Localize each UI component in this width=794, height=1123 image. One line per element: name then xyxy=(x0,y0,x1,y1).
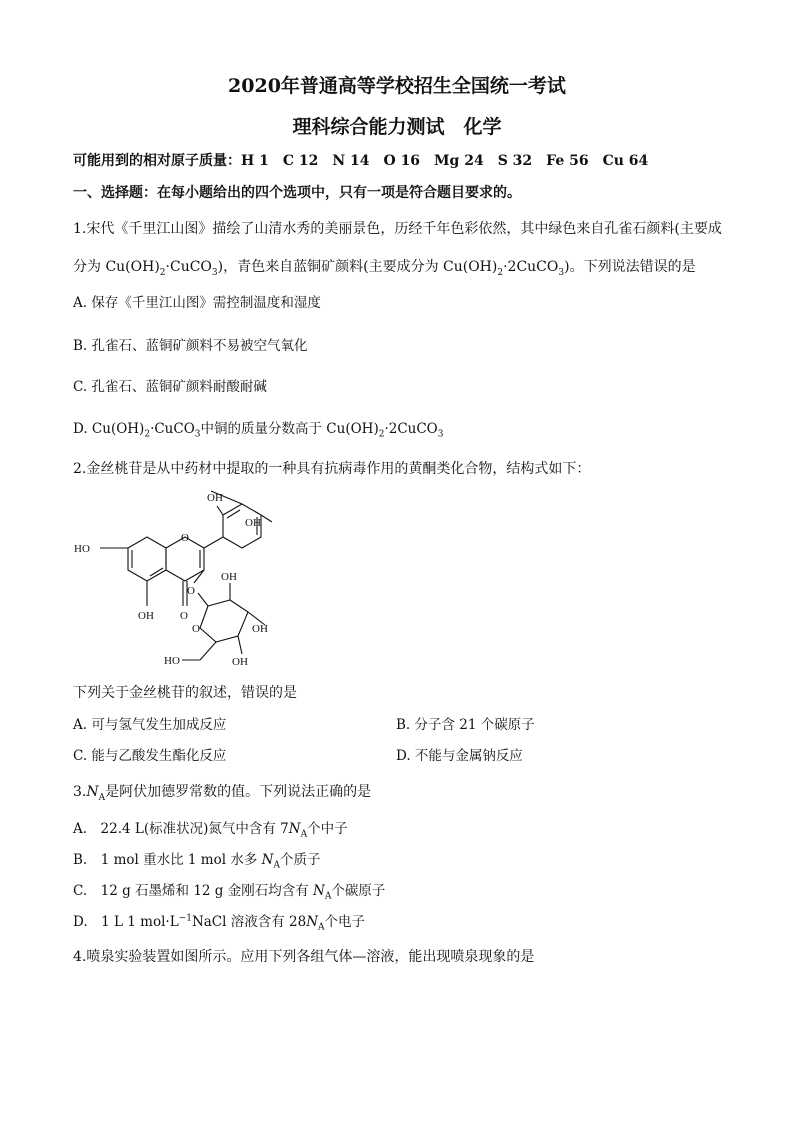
subscript: 2 xyxy=(159,267,166,278)
constant-symbol: N xyxy=(288,821,301,837)
q2-question: 下列关于金丝桃苷的叙述，错误的是 xyxy=(73,685,297,701)
q2-option-a: A. 可与氢气发生加成反应 xyxy=(73,717,227,733)
section-heading: 一、选择题：在每小题给出的四个选项中，只有一项是符合题目要求的。 xyxy=(73,185,521,201)
subscript: A xyxy=(273,860,280,871)
text-run: 是阿伏加德罗常数的值。下列说法正确的是 xyxy=(105,784,372,800)
text-run: ·CuCO xyxy=(165,259,212,275)
q4-stem: 4.喷泉实验装置如图所示。应用下列各组气体—溶液，能出现喷泉现象的是 xyxy=(73,949,535,965)
q1-option-c: C. 孔雀石、蓝铜矿颜料耐酸耐碱 xyxy=(73,379,267,395)
text-run: 3. xyxy=(73,784,87,800)
label-oh-sugar-right: OH xyxy=(252,623,268,635)
q1-option-d xyxy=(73,417,444,440)
subscript: 2 xyxy=(144,429,151,440)
q2-option-c: C. 能与乙酸发生酯化反应 xyxy=(73,748,227,764)
bond xyxy=(217,506,223,515)
text-run: 个电子 xyxy=(324,914,366,930)
q3-option-d xyxy=(73,910,366,933)
bond xyxy=(200,642,216,660)
text-run: C. 12 g 石墨烯和 12 g 金刚石均含有 xyxy=(73,883,314,899)
bond xyxy=(238,636,242,654)
label-oh-sugar-bottom: OH xyxy=(232,656,248,668)
text-run: )，青色来自蓝铜矿颜料(主要成分为 Cu(OH) xyxy=(217,259,498,275)
subscript: 2 xyxy=(497,267,504,278)
q1-option-b: B. 孔雀石、蓝铜矿颜料不易被空气氧化 xyxy=(73,338,308,354)
bond xyxy=(198,593,208,606)
label-oh-c5: OH xyxy=(138,610,154,622)
subscript: A xyxy=(98,792,106,803)
text-run: 个中子 xyxy=(307,821,348,837)
double-bond xyxy=(150,568,163,576)
subscript: A xyxy=(318,922,325,933)
subscript: A xyxy=(300,829,308,840)
label-oh-4prime: OH xyxy=(245,517,261,529)
text-run: ·2CuCO xyxy=(503,259,559,275)
subscript: A xyxy=(324,891,332,902)
text-run: D. 1 L 1 mol·L xyxy=(73,914,179,930)
text-run: B. 1 mol 重水比 1 mol 水多 xyxy=(73,852,262,868)
text-run: )。下列说法错误的是 xyxy=(564,259,696,275)
bond xyxy=(261,515,272,522)
ring-a xyxy=(128,537,166,581)
text-run: NaCl 溶液含有 28 xyxy=(191,914,307,930)
text-run: 个碳原子 xyxy=(331,883,386,899)
exam-title: 2020年普通高等学校招生全国统一考试 xyxy=(228,75,566,97)
text-run: ·2CuCO xyxy=(384,421,438,437)
label-oh-3prime: OH xyxy=(207,492,223,504)
bond xyxy=(204,537,223,548)
atomic-masses: 可能用到的相对原子质量：H 1 C 12 N 14 O 16 Mg 24 S 32 Fe 56 Cu 64 xyxy=(73,153,649,169)
q2-option-b: B. 分子含 21 个碳原子 xyxy=(396,717,535,733)
subscript: 3 xyxy=(194,429,201,440)
q3-option-b xyxy=(73,848,321,871)
text-run: A. 22.4 L(标准状况)氮气中含有 7 xyxy=(73,821,289,837)
subscript: 2 xyxy=(378,429,385,440)
constant-symbol: N xyxy=(86,784,99,800)
constant-symbol: N xyxy=(306,914,319,930)
q3-option-a xyxy=(73,817,348,840)
label-glycosidic-o: O xyxy=(187,585,195,597)
q3-option-c xyxy=(73,879,386,902)
sugar-ring xyxy=(200,600,248,642)
label-oh-sugar-top: OH xyxy=(221,571,237,583)
constant-symbol: N xyxy=(313,883,325,899)
q1-stem-line1: 1.宋代《千里江山图》描绘了山清水秀的美丽景色，历经千年色彩依然，其中绿色来自孔雀石颜料(主要成 xyxy=(73,221,722,237)
q2-stem: 2.金丝桃苷是从中药材中提取的一种具有抗病毒作用的黄酮类化合物，结构式如下： xyxy=(73,461,591,477)
hyperoside-structure-diagram xyxy=(70,488,300,673)
subscript: 3 xyxy=(437,429,444,440)
text-run: 个质子 xyxy=(279,852,321,868)
subscript: 3 xyxy=(211,267,218,278)
text-run: 分为 Cu(OH) xyxy=(73,259,160,275)
subscript: 3 xyxy=(558,267,565,278)
q3-stem xyxy=(73,781,371,801)
text-run: 中铜的质量分数高于 Cu(OH) xyxy=(200,421,379,437)
label-ring-o: O xyxy=(181,532,189,544)
q2-option-d: D. 不能与金属钠反应 xyxy=(396,748,523,764)
bond xyxy=(194,570,204,583)
text-run: D. Cu(OH) xyxy=(73,421,145,437)
label-ho-c7: HO xyxy=(74,543,90,555)
label-sugar-ring-o: O xyxy=(192,623,200,635)
superscript: −1 xyxy=(178,913,192,924)
exam-subtitle: 理科综合能力测试 化学 xyxy=(292,116,502,138)
q1-option-a: A. 保存《千里江山图》需控制温度和湿度 xyxy=(73,295,321,311)
label-ho-ch2: HO xyxy=(164,655,180,667)
q1-stem-line2 xyxy=(73,256,696,276)
text-run: ·CuCO xyxy=(150,421,195,437)
constant-symbol: N xyxy=(261,852,274,868)
label-carbonyl-o: O xyxy=(180,610,188,622)
